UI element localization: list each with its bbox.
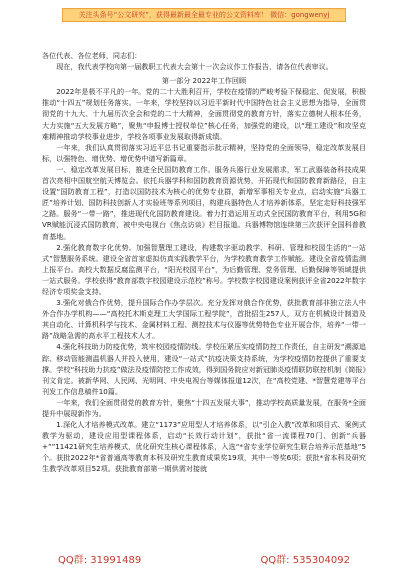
document-body: [42, 50, 366, 475]
document-paragraph: 一年来，我们全面贯彻党的教育方针，聚焦“十四五发展大事”，推动学校高质量发展，在服务*全面提升中展现新作为。: [42, 397, 366, 418]
footer: [58, 551, 350, 565]
document-paragraph: 第一部分 2022年工作回顾: [161, 76, 247, 86]
document-paragraph: 1.深化人才培养模式改革。建立“1173”应用型人才培养体系，以“引企入教”改革和项目式、案例式教学为驱动，建设应用型课程体系，启动“长效行动计划”，获批“省一流课程70门、创新“兵器+””11421研究生培养模式，优化研究生核心课程体系，入选“*省专业学位研究生联合培养示范基地”5个。获批2022年*省普通高等教育本科及研究生教育成果奖19项，其中一等奖6项；获批*省本科及研究生教学改革项目52项。获批教育部第一期供需对接就: [42, 420, 366, 474]
promo-banner: [62, 8, 346, 22]
footer-qq-group-2: QQ群: 535304092: [260, 554, 350, 566]
document-paragraph: 2.强化教育数字化优势。加强智慧理工建设，构建数字驱动教学、科研、管理和校园生活的“一站式”智慧服务系统。建设全省首家虚拟仿真实践教学平台，为学校教育教学工作赋能。建设全省疫情监测上报平台。高校大数据反腐监测平台，“阳光校园平台”，为后勤管理、党务管理、后勤保障等领域提供一站式服务。学校获得“教育部数字校园建设示范校”称号。学校数字校园建设案例获评全省2022年数字经济专项奖金支持。: [42, 242, 366, 296]
document-paragraph: 一年来，我们认真贯彻落实习近平总书记重要指示批示精神，坚持党的全面领导，稳定改革发展目标，以强特色、增优势、增优势中谱写新篇章。: [42, 142, 366, 163]
document-paragraph: 4.强化科技助力防疫优势，筑牢校园疫情防线。学校压紧压实疫情防控工作责任，自主研发“溯源追踪、移动管能测温机器人并投入使用，建设“一站式”抗疫决策支持系统，为学校疫情防控提供了重要支撑。学校“科技助力抗疫”做法及疫情防控工作成效，得到国务院应对新冠肺炎疫情联防联控机制《简报》刊文肯定。被新华网、人民网、光明网、中央电视台等媒体报道12次，在“高校党建、*智慧党建等平台刊发工作信息稿件10篇。: [42, 342, 366, 396]
document-paragraph: 各位代表、各位老师，同志们：: [42, 51, 142, 60]
document-paragraph: 3.强化对俄合作优势，提升国际合作办学层次。充分发挥对俄合作优势，获批教育部非独立法人中外合作办学机构——“高校托木斯克理工大学国际工程学院”，首批招生257人，双方在机械设计制造及其自动化、计算机科学与技术、金属材料工程、测控技术与仪器等优势特色专业开展合作，培养“一带一路”战略急需的高水平工程技术人才。: [42, 298, 366, 341]
document-paragraph: 现在，我代表学校向第一届教职工代表大会第十一次会议作工作报告，请各位代表审议。: [56, 62, 333, 72]
document-paragraph: 一、稳定改革发展目标，推进全民国防教育工作。服务兵器行业发展需求，军工武器装备科技成果首次亮相中国航空航天博览会。依托兵器学科和国防教育资源优势，开拓现代和国防教育新路径，自主设置“国防教育工程”，打造以国防技术为核心的优势专业群，新增军事相关专业点，启动实施“兵器工匠”培养计划、国防科技创新人才实验班等系列项目，构建兵器特色人才培养新体系，坚定走好科技强军之路。服务“一带一路”，推进现代化国防教育建设。着力打造运用互动式全民国防教育平台，利用5G和VR赋能沉浸式国防教育，被中央电视台《焦点访谈》栏目报道。兵器博物馆连续第三次获评全国科普教育基地。: [42, 164, 366, 241]
footer-qq-group-1: QQ群: 31991489: [58, 554, 142, 566]
document-paragraph: 2022年是极不平凡的一年。党的二十大胜利召开，学校在疫情的严峻考验下保稳定、促发展，积极推动“十四五”规划任务落实。一年来，学校坚持以习近平新时代中国特色社会主义思想为指导，全面贯彻党的十九大、十九届历次全会和党的二十大精神，全面贯彻党的教育方针，落实立德树人根本任务，大力实施“五大发展方略”，聚焦“申报博士授权单位”核心任务，加强党的建设，以“理工建设”和攻坚克难精神推动学校事业进步，学校各项事业发展取得新成绩。: [42, 87, 366, 141]
promo-banner-text: 关注头条号“公文研究”，获得最新最全最专业的公文资料库！ 微信：gongwenyj: [78, 11, 330, 19]
